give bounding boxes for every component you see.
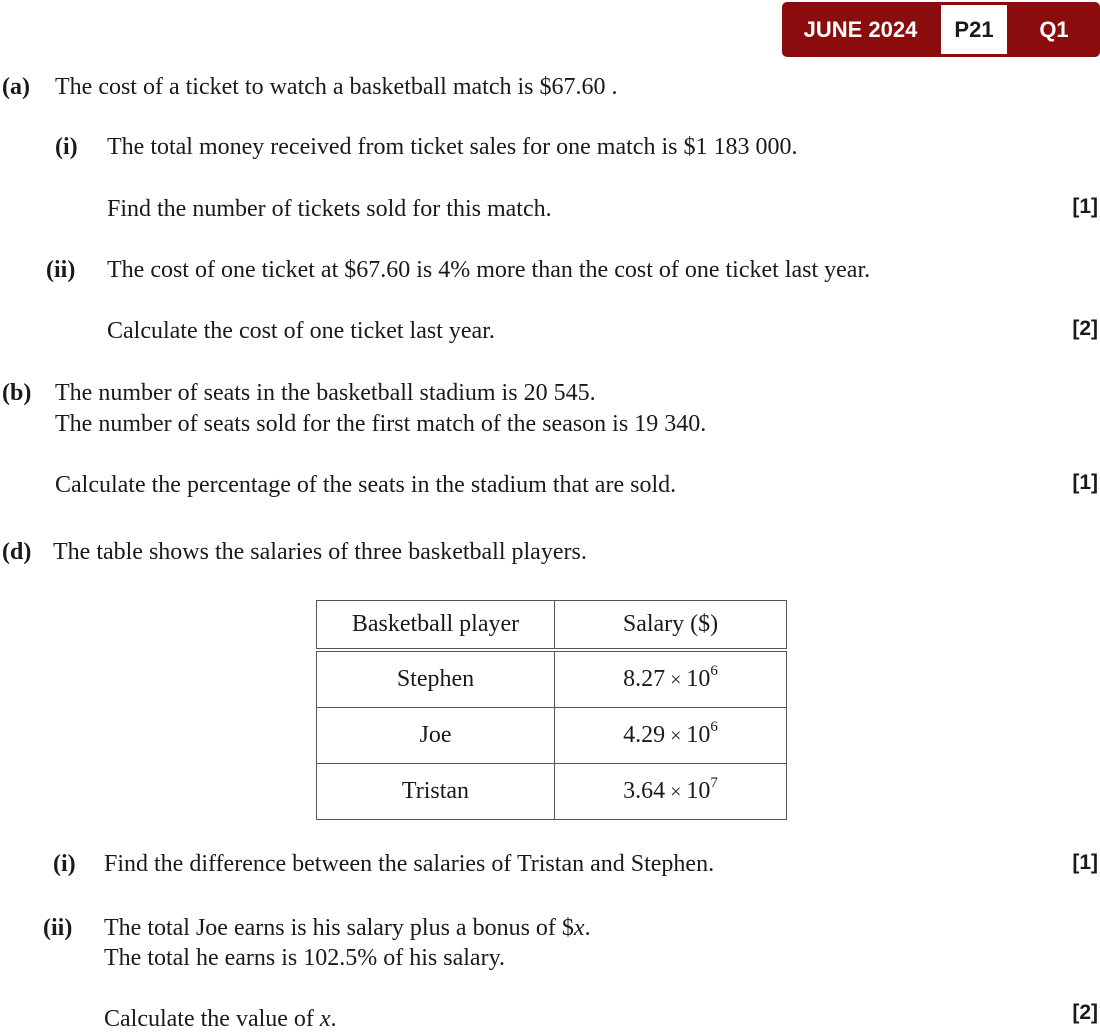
part-d-ii-label: (ii) bbox=[43, 915, 73, 941]
part-b-marks: [1] bbox=[1072, 471, 1098, 494]
part-a-ii-marks: [2] bbox=[1072, 317, 1098, 340]
part-a-ii-text: The cost of one ticket at $67.60 is 4% more than the cost of one ticket last year. bbox=[107, 257, 871, 283]
part-b-label: (b) bbox=[2, 380, 32, 406]
part-d-i-text: Find the difference between the salaries of Tristan and Stephen. bbox=[104, 851, 715, 877]
part-d-ii-line1: The total Joe earns is his salary plus a bonus of $x. bbox=[104, 915, 591, 941]
part-a-label: (a) bbox=[2, 74, 30, 100]
part-a-i-marks: [1] bbox=[1072, 195, 1098, 218]
table-row bbox=[317, 650, 787, 708]
part-d-ii-line2: The total he earns is 102.5% of his salary. bbox=[104, 945, 506, 971]
question-number: Q1 bbox=[1039, 17, 1069, 42]
table-row bbox=[317, 764, 787, 820]
part-b-task: Calculate the percentage of the seats in the stadium that are sold. bbox=[55, 472, 677, 498]
part-a-i-task: Find the number of tickets sold for this match. bbox=[107, 196, 552, 222]
part-d-ii-task: Calculate the value of x. bbox=[104, 1006, 337, 1032]
player-salary: $4.29 \times 10^6$ bbox=[555, 708, 787, 764]
exam-date: JUNE 2024 bbox=[803, 17, 918, 42]
part-b-line1: The number of seats in the basketball stadium is 20 545. bbox=[55, 380, 596, 406]
salary-table bbox=[316, 600, 787, 820]
part-a-i-label: (i) bbox=[55, 134, 78, 160]
table-header-player: Basketball player bbox=[317, 601, 555, 651]
player-name: Tristan bbox=[317, 764, 555, 820]
part-a-ii-label: (ii) bbox=[46, 257, 76, 283]
part-a-i-text: The total money received from ticket sales for one match is $1 183 000. bbox=[107, 134, 798, 160]
part-d-text: The table shows the salaries of three basketball players. bbox=[53, 539, 587, 565]
table-header-salary: Salary ($) bbox=[555, 601, 787, 651]
part-d-i-label: (i) bbox=[53, 851, 76, 877]
part-d-i-marks: [1] bbox=[1072, 851, 1098, 874]
player-name: Joe bbox=[317, 708, 555, 764]
paper-code: P21 bbox=[941, 5, 1007, 54]
part-b-line2: The number of seats sold for the first match of the season is 19 340. bbox=[55, 411, 707, 437]
player-salary: $3.64 \times 10^7$ bbox=[555, 764, 787, 820]
table-row bbox=[317, 708, 787, 764]
part-d-ii-marks: [2] bbox=[1072, 1001, 1098, 1024]
player-salary: $8.27 \times 10^6$ bbox=[555, 650, 787, 708]
question-header-badge bbox=[782, 2, 1100, 57]
part-d-label: (d) bbox=[2, 539, 32, 565]
player-name: Stephen bbox=[317, 650, 555, 708]
part-a-ii-task: Calculate the cost of one ticket last year. bbox=[107, 318, 495, 344]
table-header-row bbox=[317, 601, 787, 651]
part-a-text: The cost of a ticket to watch a basketball match is $67.60 . bbox=[55, 74, 618, 100]
